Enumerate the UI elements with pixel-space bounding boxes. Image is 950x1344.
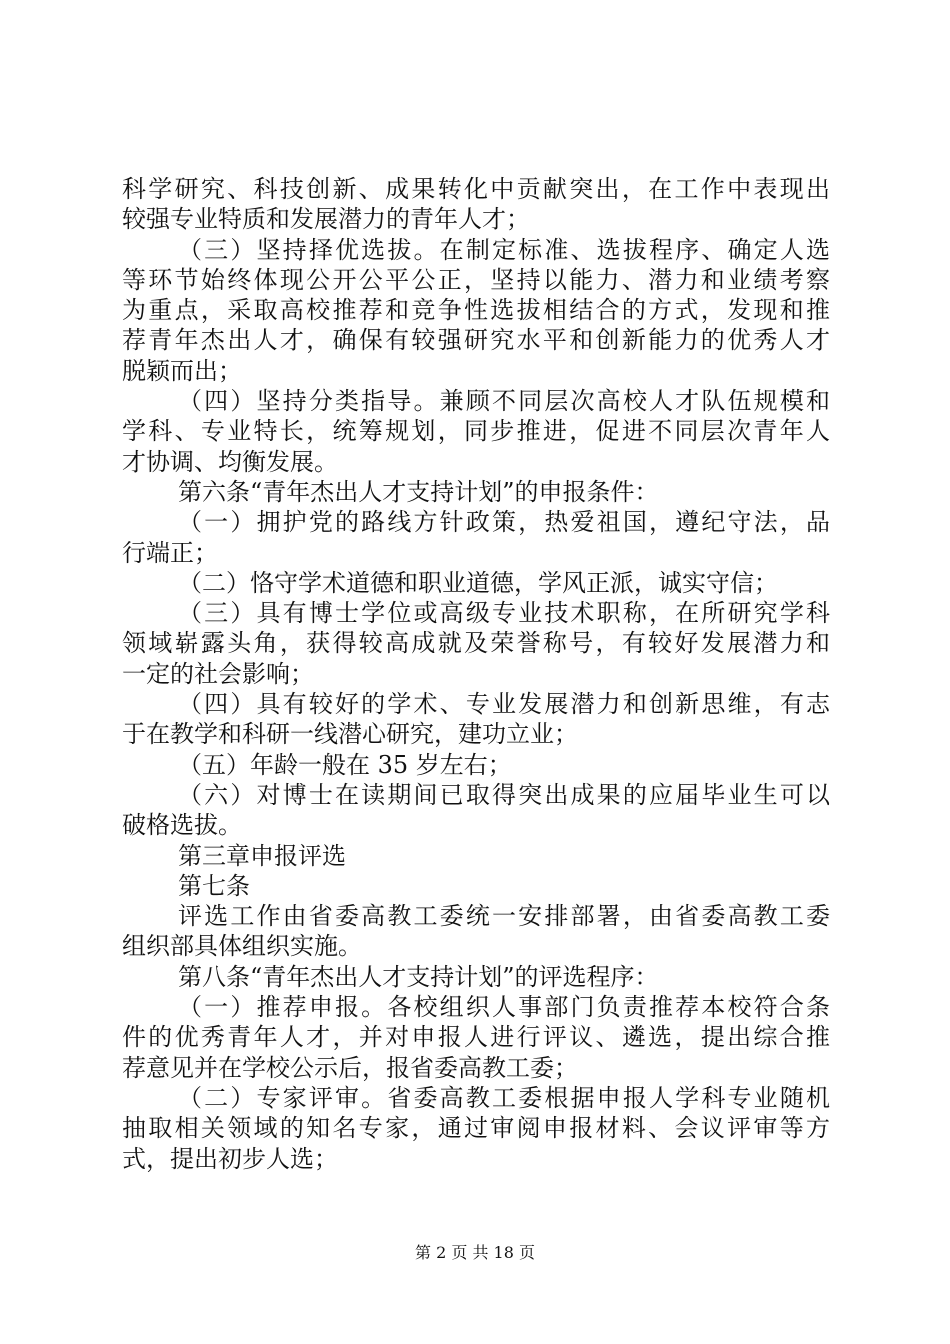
text-line: 第六条“青年杰出人才支持计划”的申报条件：: [178, 477, 659, 506]
text-line: 等环节始终体现公开公平公正，坚持以能力、潜力和业绩考察: [122, 265, 830, 294]
text-line: 评选工作由省委高教工委统一安排部署，由省委高教工委: [178, 902, 830, 931]
text-line: （一）推荐申报。各校组织人事部门负责推荐本校符合条: [178, 993, 830, 1022]
text-line: 荐意见并在学校公示后，报省委高教工委；: [122, 1053, 578, 1082]
text-line: 为重点，采取高校推荐和竞争性选拔相结合的方式，发现和推: [122, 296, 830, 325]
text-line: 第三章申报评选: [178, 841, 346, 870]
text-line: 破格选拔。: [122, 811, 242, 840]
text-line: （二）恪守学术道德和职业道德，学风正派，诚实守信；: [178, 568, 778, 597]
text-line: 于在教学和科研一线潜心研究，建功立业；: [122, 720, 578, 749]
text-line: （三）具有博士学位或高级专业技术职称，在所研究学科: [178, 599, 830, 628]
text-line: （五）年龄一般在 35 岁左右；: [178, 750, 512, 779]
text-line: 科学研究、科技创新、成果转化中贡献突出，在工作中表现出: [122, 175, 830, 203]
text-line: 组织部具体组织实施。: [122, 932, 362, 961]
text-line: （二）专家评审。省委高教工委根据申报人学科专业随机: [178, 1083, 830, 1112]
text-line: 第七条: [178, 871, 250, 900]
text-line: 式，提出初步人选；: [122, 1144, 338, 1173]
text-line: 一定的社会影响；: [122, 659, 314, 688]
text-line: （四）坚持分类指导。兼顾不同层次高校人才队伍规模和: [178, 387, 830, 416]
text-line: （四）具有较好的学术、专业发展潜力和创新思维，有志: [178, 690, 830, 719]
text-line: （三）坚持择优选拔。在制定标准、选拔程序、确定人选: [178, 235, 830, 264]
document-body: [122, 174, 830, 1174]
text-line: （六）对博士在读期间已取得突出成果的应届毕业生可以: [178, 780, 830, 809]
text-line: 学科、专业特长，统筹规划，同步推进，促进不同层次青年人: [122, 417, 830, 446]
text-line: （一）拥护党的路线方针政策，热爱祖国，遵纪守法，品: [178, 508, 830, 537]
page-footer: 第 2 页 共 18 页: [415, 1243, 535, 1262]
text-line: 抽取相关领域的知名专家，通过审阅申报材料、会议评审等方: [122, 1114, 830, 1143]
text-line: 领域崭露头角，获得较高成就及荣誉称号，有较好发展潜力和: [122, 629, 830, 658]
text-line: 较强专业特质和发展潜力的青年人才；: [122, 205, 530, 234]
text-line: 行端正；: [122, 538, 218, 567]
text-line: 脱颖而出；: [122, 356, 242, 385]
text-line: 荐青年杰出人才，确保有较强研究水平和创新能力的优秀人才: [122, 326, 830, 355]
text-line: 第八条“青年杰出人才支持计划”的评选程序：: [178, 962, 659, 991]
text-line: 才协调、均衡发展。: [122, 447, 338, 476]
text-line: 件的优秀青年人才，并对申报人进行评议、遴选，提出综合推: [122, 1023, 830, 1052]
